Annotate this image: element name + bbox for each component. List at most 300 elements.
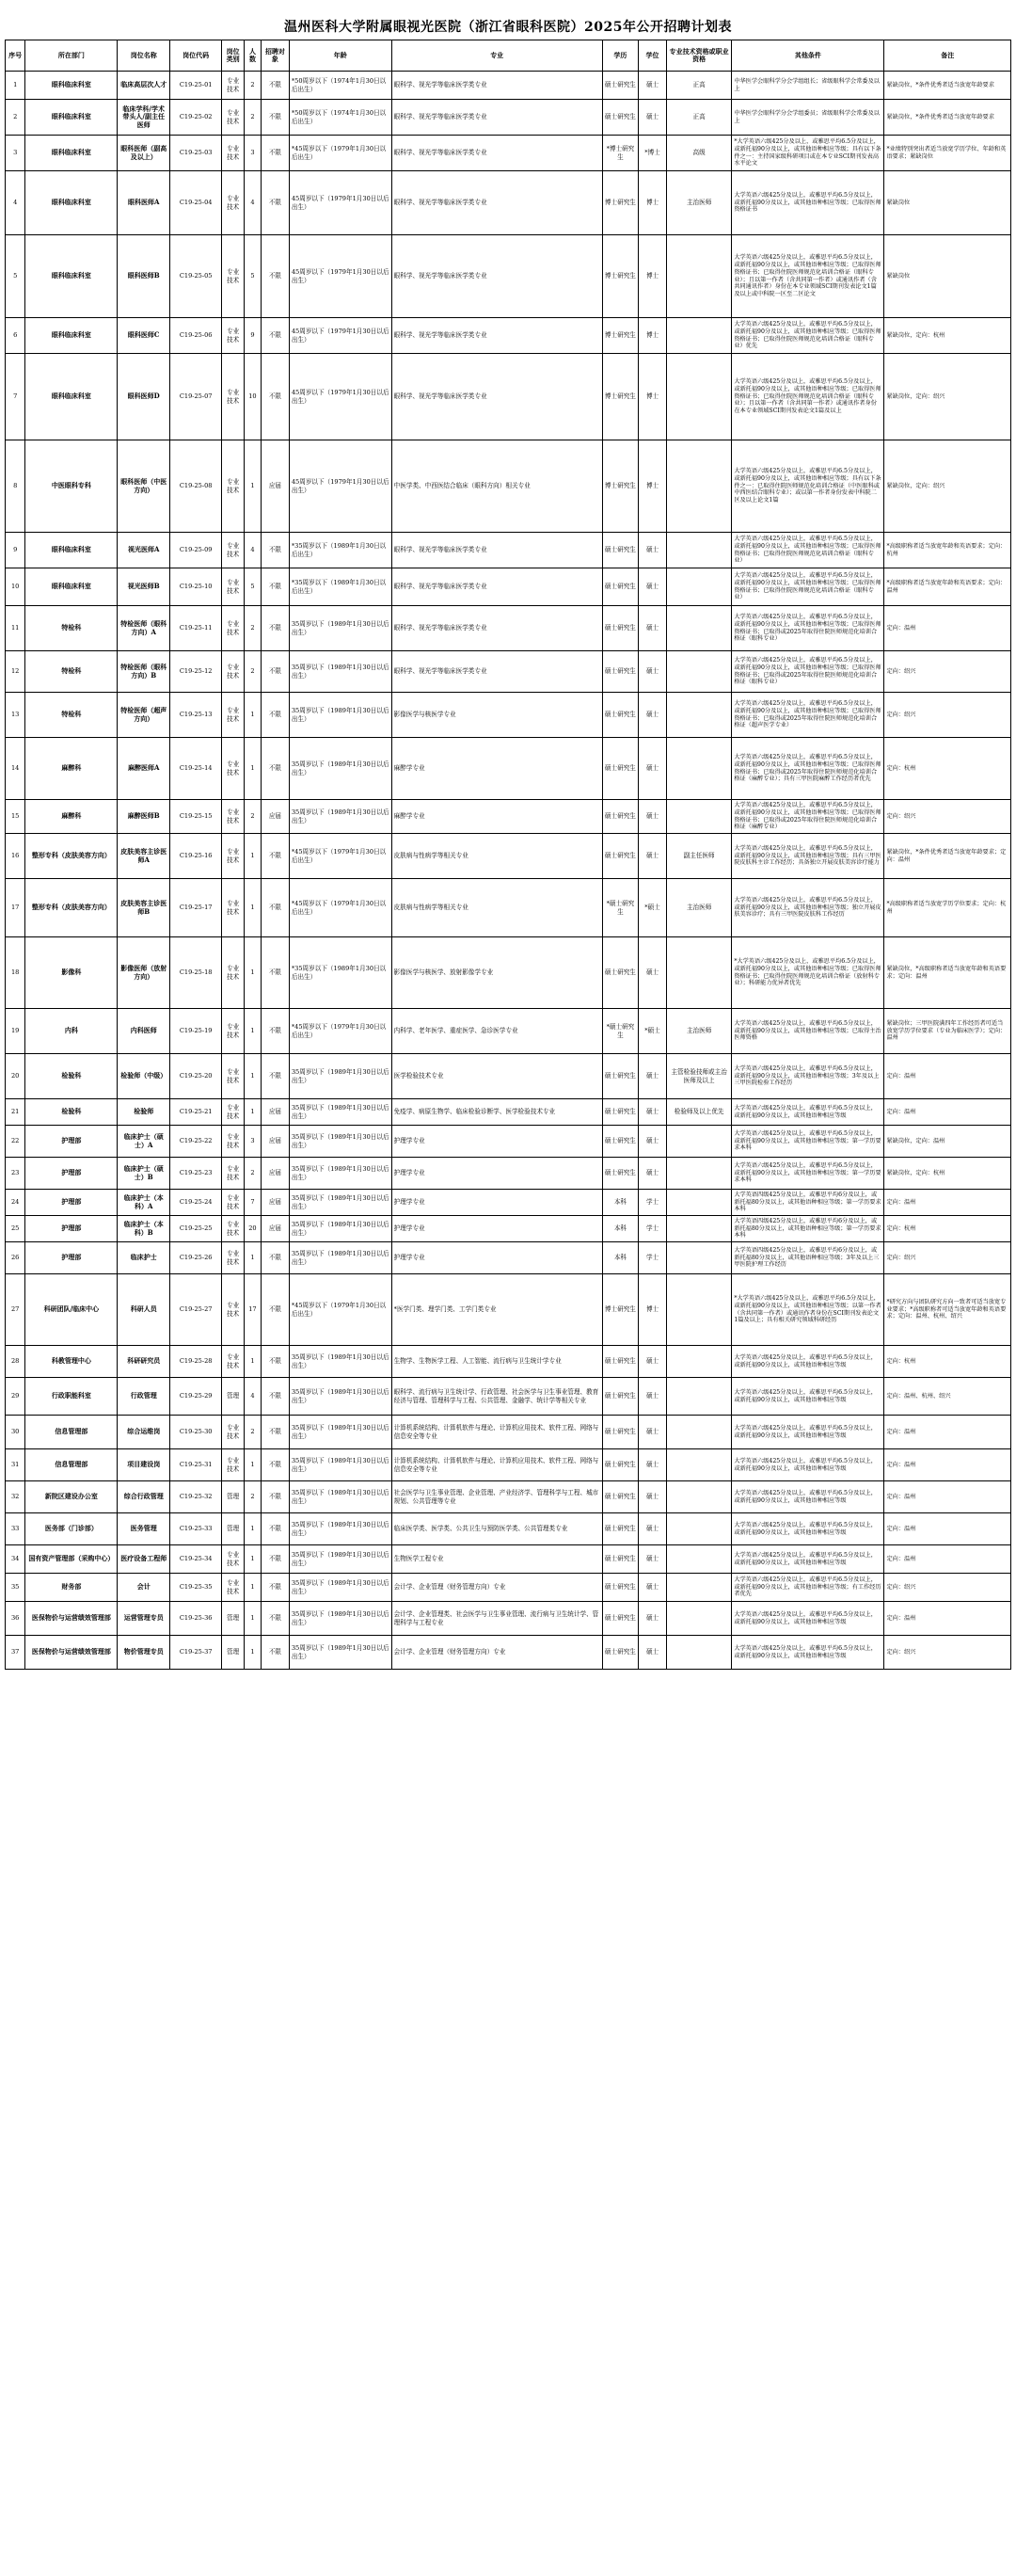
position-category-cell: 专业技术 (222, 1126, 244, 1158)
age-cell: 35周岁以下（1989年1月30日以后出生） (289, 1099, 391, 1126)
page-title: 温州医科大学附属眼视光医院（浙江省眼科医院）2025年公开招聘计划表 (284, 20, 732, 35)
education-cell: 硕士研究生 (602, 1574, 638, 1602)
degree-cell: 硕士 (639, 568, 667, 606)
education-cell: 硕士研究生 (602, 1126, 638, 1158)
headcount-cell: 5 (244, 568, 261, 606)
age-cell: 45周岁以下（1979年1月30日以后出生） (289, 171, 391, 235)
remarks-cell: 定向：绍兴 (884, 1242, 1011, 1274)
education-cell: 硕士研究生 (602, 100, 638, 136)
other-conditions-cell: *大学英语六级425分及以上，或雅思平均6.5分及以上，或新托福90分及以上，或其他语种相应等级；以第一作者（含共同第一作者）或通讯作者身份在SCI期刊发表论文1篇及以上；具有相关研究领域科研经历 (732, 1274, 884, 1346)
education-cell: 硕士研究生 (602, 1346, 638, 1378)
qualification-cell (666, 1346, 731, 1378)
row-index: 19 (6, 1009, 25, 1054)
education-cell: *硕士研究生 (602, 1009, 638, 1054)
row-index: 31 (6, 1449, 25, 1481)
major-cell: 医学检验技术专业 (391, 1054, 602, 1099)
position-name-cell: 眼科医师A (118, 171, 169, 235)
headcount-cell: 1 (244, 1602, 261, 1636)
target-cell: 应届 (262, 1099, 290, 1126)
age-cell: *45周岁以下（1979年1月30日以后出生） (289, 1274, 391, 1346)
target-cell: 不限 (262, 136, 290, 171)
row-index: 36 (6, 1602, 25, 1636)
position-code-cell: C19-25-03 (169, 136, 221, 171)
department-cell: 影像科 (25, 937, 118, 1009)
table-row (6, 235, 1011, 318)
column-header: 专业技术资格或职业资格 (666, 40, 731, 72)
degree-cell: 博士 (639, 440, 667, 533)
education-cell: 硕士研究生 (602, 568, 638, 606)
position-code-cell: C19-25-02 (169, 100, 221, 136)
position-name-cell: 项目建设岗 (118, 1449, 169, 1481)
headcount-cell: 1 (244, 937, 261, 1009)
education-cell: 本科 (602, 1190, 638, 1216)
position-category-cell: 专业技术 (222, 1346, 244, 1378)
major-cell: 眼科学、视光学等临床医学类专业 (391, 171, 602, 235)
position-category-cell: 专业技术 (222, 1574, 244, 1602)
degree-cell: 硕士 (639, 1545, 667, 1574)
remarks-cell: 紧缺岗位 (884, 171, 1011, 235)
education-cell: 硕士研究生 (602, 1449, 638, 1481)
qualification-cell (666, 651, 731, 693)
age-cell: 35周岁以下（1989年1月30日以后出生） (289, 1054, 391, 1099)
position-code-cell: C19-25-34 (169, 1545, 221, 1574)
table-row (6, 879, 1011, 937)
table-row (6, 100, 1011, 136)
qualification-cell: 正高 (666, 100, 731, 136)
age-cell: 35周岁以下（1989年1月30日以后出生） (289, 1481, 391, 1513)
row-index: 30 (6, 1416, 25, 1449)
major-cell: 眼科学、视光学等临床医学类专业 (391, 533, 602, 568)
age-cell: 45周岁以下（1979年1月30日以后出生） (289, 354, 391, 440)
position-category-cell: 专业技术 (222, 1416, 244, 1449)
position-name-cell: 特检医师（眼科方向）B (118, 651, 169, 693)
remarks-cell: 定向：温州、杭州、绍兴 (884, 1378, 1011, 1416)
other-conditions-cell: 大学英语六级425分及以上，或雅思平均6.5分及以上，或新托福90分及以上，或其他语种相应等级；具有三甲医院皮肤科主诊工作经历；具备独立开展皮肤美容诊疗能力 (732, 834, 884, 879)
degree-cell: 博士 (639, 318, 667, 354)
headcount-cell: 2 (244, 1416, 261, 1449)
degree-cell: 硕士 (639, 72, 667, 100)
position-code-cell: C19-25-25 (169, 1216, 221, 1242)
department-cell: 检验科 (25, 1054, 118, 1099)
headcount-cell: 2 (244, 800, 261, 834)
position-name-cell: 内科医师 (118, 1009, 169, 1054)
row-index: 35 (6, 1574, 25, 1602)
remarks-cell: 定向：温州 (884, 1545, 1011, 1574)
major-cell: 影像医学与核医学、放射影像学专业 (391, 937, 602, 1009)
other-conditions-cell: 大学英语六级425分及以上，或雅思平均6.5分及以上，或新托福90分及以上，或其他语种相应等级；已取得医师资格证书；已取得或2025年取得住院医师规范化培训合格证（麻醉专业）；具有三甲医院麻醉工作经历者优先 (732, 738, 884, 800)
target-cell: 不限 (262, 1574, 290, 1602)
major-cell: 眼科学、视光学等临床医学类专业 (391, 568, 602, 606)
row-index: 18 (6, 937, 25, 1009)
age-cell: *45周岁以下（1979年1月30日以后出生） (289, 834, 391, 879)
target-cell: 不限 (262, 651, 290, 693)
education-cell: 硕士研究生 (602, 1099, 638, 1126)
row-index: 29 (6, 1378, 25, 1416)
qualification-cell (666, 1378, 731, 1416)
department-cell: 护理部 (25, 1190, 118, 1216)
row-index: 12 (6, 651, 25, 693)
age-cell: 35周岁以下（1989年1月30日以后出生） (289, 1242, 391, 1274)
position-name-cell: 综合运维岗 (118, 1416, 169, 1449)
position-code-cell: C19-25-01 (169, 72, 221, 100)
degree-cell: 学士 (639, 1216, 667, 1242)
position-code-cell: C19-25-18 (169, 937, 221, 1009)
degree-cell: 学士 (639, 1242, 667, 1274)
qualification-cell (666, 1216, 731, 1242)
headcount-cell: 2 (244, 1481, 261, 1513)
position-category-cell: 管理 (222, 1378, 244, 1416)
major-cell: 眼科学、视光学等临床医学类专业 (391, 72, 602, 100)
other-conditions-cell: 大学英语六级425分及以上，或雅思平均6.5分及以上，或新托福90分及以上，或其他语种相应等级 (732, 1099, 884, 1126)
major-cell: 社会医学与卫生事业管理、企业管理、产业经济学、管理科学与工程、城市规划、公共管理等专业 (391, 1481, 602, 1513)
row-index: 24 (6, 1190, 25, 1216)
position-code-cell: C19-25-16 (169, 834, 221, 879)
row-index: 14 (6, 738, 25, 800)
position-name-cell: 临床学科/学术带头人/副主任医师 (118, 100, 169, 136)
position-code-cell: C19-25-29 (169, 1378, 221, 1416)
education-cell: 本科 (602, 1216, 638, 1242)
position-category-cell: 专业技术 (222, 834, 244, 879)
education-cell: 硕士研究生 (602, 1636, 638, 1670)
column-header: 招聘对象 (262, 40, 290, 72)
remarks-cell: *研究方向与团队研究方向一致者可适当放宽专业要求；*高级职称者可适当放宽年龄和英语要求；定向：温州、杭州、绍兴 (884, 1274, 1011, 1346)
education-cell: 硕士研究生 (602, 1481, 638, 1513)
department-cell: 信息管理部 (25, 1416, 118, 1449)
education-cell: 硕士研究生 (602, 533, 638, 568)
education-cell: 硕士研究生 (602, 1602, 638, 1636)
table-row (6, 651, 1011, 693)
position-code-cell: C19-25-20 (169, 1054, 221, 1099)
row-index: 1 (6, 72, 25, 100)
row-index: 28 (6, 1346, 25, 1378)
remarks-cell: 定向：温州 (884, 1449, 1011, 1481)
position-code-cell: C19-25-19 (169, 1009, 221, 1054)
age-cell: 35周岁以下（1989年1月30日以后出生） (289, 1545, 391, 1574)
degree-cell: *硕士 (639, 879, 667, 937)
headcount-cell: 1 (244, 879, 261, 937)
position-code-cell: C19-25-13 (169, 693, 221, 738)
table-row (6, 318, 1011, 354)
other-conditions-cell: 大学英语六级425分及以上，或雅思平均6.5分及以上，或新托福90分及以上，或其他语种相应等级；已取得医师资格证书；已取得或2025年取得住院医师规范化培训合格证（眼科专业） (732, 606, 884, 651)
position-category-cell: 专业技术 (222, 1449, 244, 1481)
table-row (6, 1126, 1011, 1158)
remarks-cell: 定向：温州 (884, 1054, 1011, 1099)
other-conditions-cell: 大学英语六级425分及以上，或雅思平均6.5分及以上，或新托福90分及以上，或其他语种相应等级；具有以下条件之一：已取得住院医师规范化培训合格证（中医眼科或中西医结合眼科专业）；或以第一作者身份发表中科院二区及以上论文1篇 (732, 440, 884, 533)
target-cell: 不限 (262, 1378, 290, 1416)
column-header: 人数 (244, 40, 261, 72)
other-conditions-cell: 大学英语六级425分及以上，或雅思平均6.5分及以上，或新托福90分及以上，或其他语种相应等级；独立开展皮肤美容诊疗；具有三甲医院皮肤科工作经历 (732, 879, 884, 937)
target-cell: 不限 (262, 1242, 290, 1274)
qualification-cell (666, 1513, 731, 1545)
age-cell: 35周岁以下（1989年1月30日以后出生） (289, 1574, 391, 1602)
department-cell: 眼科临床科室 (25, 171, 118, 235)
department-cell: 护理部 (25, 1126, 118, 1158)
headcount-cell: 4 (244, 171, 261, 235)
remarks-cell: 定向：绍兴 (884, 693, 1011, 738)
position-code-cell: C19-25-33 (169, 1513, 221, 1545)
degree-cell: 硕士 (639, 834, 667, 879)
position-category-cell: 专业技术 (222, 533, 244, 568)
table-row (6, 533, 1011, 568)
table-row (6, 1378, 1011, 1416)
major-cell: 护理学专业 (391, 1216, 602, 1242)
qualification-cell (666, 1481, 731, 1513)
position-category-cell: 专业技术 (222, 568, 244, 606)
row-index: 2 (6, 100, 25, 136)
age-cell: 35周岁以下（1989年1月30日以后出生） (289, 1513, 391, 1545)
department-cell: 新院区建设办公室 (25, 1481, 118, 1513)
department-cell: 麻醉科 (25, 800, 118, 834)
degree-cell: 硕士 (639, 1602, 667, 1636)
qualification-cell: 高级 (666, 136, 731, 171)
department-cell: 内科 (25, 1009, 118, 1054)
department-cell: 国有资产管理部（采购中心） (25, 1545, 118, 1574)
age-cell: 35周岁以下（1989年1月30日以后出生） (289, 1636, 391, 1670)
target-cell: 不限 (262, 1346, 290, 1378)
table-row (6, 1054, 1011, 1099)
remarks-cell: 紧缺岗位，定向：绍兴 (884, 354, 1011, 440)
age-cell: 45周岁以下（1979年1月30日以后出生） (289, 235, 391, 318)
education-cell: 硕士研究生 (602, 1054, 638, 1099)
education-cell: 本科 (602, 1242, 638, 1274)
qualification-cell (666, 1602, 731, 1636)
age-cell: *50周岁以下（1974年1月30日以后出生） (289, 100, 391, 136)
age-cell: 35周岁以下（1989年1月30日以后出生） (289, 651, 391, 693)
education-cell: *博士研究生 (602, 136, 638, 171)
position-name-cell: 眼科医师C (118, 318, 169, 354)
other-conditions-cell: 大学英语六级425分及以上，或雅思平均6.5分及以上，或新托福90分及以上，或其他语种相应等级；已取得医师资格证书；已取得住院医师规范化培训合格证（眼科专业） (732, 568, 884, 606)
row-index: 6 (6, 318, 25, 354)
target-cell: 不限 (262, 1545, 290, 1574)
department-cell: 护理部 (25, 1216, 118, 1242)
position-name-cell: 物价管理专员 (118, 1636, 169, 1670)
age-cell: 35周岁以下（1989年1月30日以后出生） (289, 606, 391, 651)
major-cell: 眼科学、视光学等临床医学类专业 (391, 100, 602, 136)
position-name-cell: 临床护士（硕士）B (118, 1158, 169, 1190)
table-row (6, 440, 1011, 533)
remarks-cell: 定向：温州 (884, 1602, 1011, 1636)
position-category-cell: 专业技术 (222, 693, 244, 738)
qualification-cell (666, 1274, 731, 1346)
table-row (6, 1009, 1011, 1054)
degree-cell: 硕士 (639, 1449, 667, 1481)
qualification-cell (666, 606, 731, 651)
row-index: 13 (6, 693, 25, 738)
row-index: 10 (6, 568, 25, 606)
recruitment-plan-table (5, 40, 1011, 1670)
remarks-cell: 定向：温州 (884, 1190, 1011, 1216)
other-conditions-cell: 大学英语六级425分及以上，或雅思平均6.5分及以上，或新托福90分及以上，或其他语种相应等级 (732, 1416, 884, 1449)
headcount-cell: 2 (244, 72, 261, 100)
position-name-cell: 视光医师A (118, 533, 169, 568)
row-index: 16 (6, 834, 25, 879)
major-cell: 护理学专业 (391, 1158, 602, 1190)
qualification-cell: 主治医师 (666, 879, 731, 937)
department-cell: 特检科 (25, 693, 118, 738)
education-cell: 博士研究生 (602, 354, 638, 440)
other-conditions-cell: 大学英语六级425分及以上，或雅思平均6.5分及以上，或新托福90分及以上，或其他语种相应等级；已取得医师资格证书；已取得住院医师规范化培训合格证（眼科专业）优先 (732, 318, 884, 354)
table-row (6, 693, 1011, 738)
position-code-cell: C19-25-37 (169, 1636, 221, 1670)
remarks-cell: *高级职称者适当放宽学历学位要求；定向：杭州 (884, 879, 1011, 937)
other-conditions-cell: 大学英语六级425分及以上，或雅思平均6.5分及以上，或新托福90分及以上，或其他语种相应等级；第一学历要求本科 (732, 1126, 884, 1158)
other-conditions-cell: 大学英语六级425分及以上，或雅思平均6.5分及以上，或新托福90分及以上，或其他语种相应等级 (732, 1545, 884, 1574)
age-cell: *35周岁以下（1989年1月30日以后出生） (289, 568, 391, 606)
education-cell: 博士研究生 (602, 1274, 638, 1346)
major-cell: 护理学专业 (391, 1242, 602, 1274)
position-name-cell: 视光医师B (118, 568, 169, 606)
row-index: 27 (6, 1274, 25, 1346)
remarks-cell: 紧缺岗位，定向：杭州 (884, 318, 1011, 354)
other-conditions-cell: 大学英语六级425分及以上，或雅思平均6.5分及以上，或新托福90分及以上，或其他语种相应等级 (732, 1378, 884, 1416)
department-cell: 特检科 (25, 606, 118, 651)
remarks-cell: 定向：绍兴 (884, 1636, 1011, 1670)
age-cell: 35周岁以下（1989年1月30日以后出生） (289, 1190, 391, 1216)
degree-cell: 硕士 (639, 1346, 667, 1378)
remarks-cell: 紧缺岗位 (884, 235, 1011, 318)
major-cell: 麻醉学专业 (391, 800, 602, 834)
department-cell: 检验科 (25, 1099, 118, 1126)
position-category-cell: 专业技术 (222, 879, 244, 937)
target-cell: 不限 (262, 1602, 290, 1636)
remarks-cell: 定向：温州 (884, 1481, 1011, 1513)
degree-cell: 博士 (639, 1274, 667, 1346)
remarks-cell: 定向：绍兴 (884, 1574, 1011, 1602)
education-cell: 硕士研究生 (602, 1378, 638, 1416)
other-conditions-cell: 大学英语六级425分及以上，或雅思平均6.5分及以上，或新托福90分及以上，或其他语种相应等级；有工作经历者优先 (732, 1574, 884, 1602)
position-code-cell: C19-25-36 (169, 1602, 221, 1636)
column-header: 专业 (391, 40, 602, 72)
department-cell: 整形专科（皮肤美容方向） (25, 879, 118, 937)
position-category-cell: 专业技术 (222, 1158, 244, 1190)
other-conditions-cell: 大学英语六级425分及以上，或雅思平均6.5分及以上，或新托福90分及以上，或其他语种相应等级 (732, 1481, 884, 1513)
department-cell: 眼科临床科室 (25, 568, 118, 606)
degree-cell: 硕士 (639, 1126, 667, 1158)
position-category-cell: 专业技术 (222, 1054, 244, 1099)
department-cell: 眼科临床科室 (25, 354, 118, 440)
remarks-cell: 定向：杭州 (884, 1216, 1011, 1242)
position-code-cell: C19-25-04 (169, 171, 221, 235)
table-row (6, 1513, 1011, 1545)
row-index: 17 (6, 879, 25, 937)
other-conditions-cell: 大学英语六级425分及以上，或雅思平均6.5分及以上，或新托福90分及以上，或其他语种相应等级；已取得医师资格证书；已取得住院医师规范化培训合格证（眼科专业）；且以第一作者（含共同第一作者）或通讯作者（含共同通讯作者）身份在本专业领域SCI期刊发表论文1篇及以上或中科院一区至二区论文 (732, 235, 884, 318)
row-index: 7 (6, 354, 25, 440)
column-header: 年龄 (289, 40, 391, 72)
table-row (6, 568, 1011, 606)
position-name-cell: 临床高层次人才 (118, 72, 169, 100)
degree-cell: 硕士 (639, 1158, 667, 1190)
position-category-cell: 管理 (222, 1513, 244, 1545)
education-cell: 硕士研究生 (602, 800, 638, 834)
target-cell: 不限 (262, 1416, 290, 1449)
position-code-cell: C19-25-28 (169, 1346, 221, 1378)
row-index: 8 (6, 440, 25, 533)
headcount-cell: 1 (244, 738, 261, 800)
qualification-cell (666, 1545, 731, 1574)
major-cell: 皮肤病与性病学等相关专业 (391, 879, 602, 937)
position-category-cell: 专业技术 (222, 738, 244, 800)
column-header: 学位 (639, 40, 667, 72)
other-conditions-cell: 大学英语六级425分及以上，或雅思平均6.5分及以上，或新托福90分及以上，或其他语种相应等级；已取得医师资格证书；已取得或2025年取得住院医师规范化培训合格证（麻醉专业） (732, 800, 884, 834)
department-cell: 眼科临床科室 (25, 100, 118, 136)
age-cell: 45周岁以下（1979年1月30日以后出生） (289, 318, 391, 354)
table-row (6, 1416, 1011, 1449)
headcount-cell: 9 (244, 318, 261, 354)
position-category-cell: 专业技术 (222, 1009, 244, 1054)
position-code-cell: C19-25-17 (169, 879, 221, 937)
degree-cell: 硕士 (639, 1378, 667, 1416)
target-cell: 不限 (262, 693, 290, 738)
table-row (6, 1602, 1011, 1636)
qualification-cell: 检验师及以上优先 (666, 1099, 731, 1126)
education-cell: 硕士研究生 (602, 1513, 638, 1545)
degree-cell: 硕士 (639, 1099, 667, 1126)
position-code-cell: C19-25-07 (169, 354, 221, 440)
table-row (6, 1158, 1011, 1190)
qualification-cell (666, 440, 731, 533)
degree-cell: 硕士 (639, 1416, 667, 1449)
other-conditions-cell: *大学英语六级425分及以上，或雅思平均6.5分及以上，或新托福90分及以上，或其他语种相应等级；具有以下条件之一：主持国家级科研项目或在本专业SCI期刊发表高水平论文 (732, 136, 884, 171)
remarks-cell: 定向：杭州 (884, 1346, 1011, 1378)
position-name-cell: 麻醉医师B (118, 800, 169, 834)
target-cell: 不限 (262, 72, 290, 100)
row-index: 25 (6, 1216, 25, 1242)
other-conditions-cell: 大学英语四级425分及以上，或雅思平均6分及以上，或新托福80分及以上，或其他语种相应等级；3年及以上三甲医院护理工作经历 (732, 1242, 884, 1274)
department-cell: 护理部 (25, 1158, 118, 1190)
degree-cell: 博士 (639, 171, 667, 235)
position-category-cell: 专业技术 (222, 651, 244, 693)
table-row (6, 171, 1011, 235)
department-cell: 眼科临床科室 (25, 136, 118, 171)
target-cell: 不限 (262, 1513, 290, 1545)
department-cell: 科教管理中心 (25, 1346, 118, 1378)
major-cell: *医学门类、理学门类、工学门类专业 (391, 1274, 602, 1346)
table-row (6, 800, 1011, 834)
remarks-cell: 紧缺岗位，定向：绍兴 (884, 440, 1011, 533)
position-name-cell: 行政管理 (118, 1378, 169, 1416)
department-cell: 整形专科（皮肤美容方向） (25, 834, 118, 879)
major-cell: 眼科学、视光学等临床医学类专业 (391, 235, 602, 318)
age-cell: 35周岁以下（1989年1月30日以后出生） (289, 738, 391, 800)
headcount-cell: 1 (244, 693, 261, 738)
qualification-cell (666, 937, 731, 1009)
position-category-cell: 专业技术 (222, 100, 244, 136)
degree-cell: 硕士 (639, 1481, 667, 1513)
target-cell: 应届 (262, 1158, 290, 1190)
degree-cell: 硕士 (639, 606, 667, 651)
row-index: 3 (6, 136, 25, 171)
major-cell: 影像医学与核医学专业 (391, 693, 602, 738)
position-name-cell: 皮肤美容主诊医师A (118, 834, 169, 879)
major-cell: 眼科学、视光学等临床医学类专业 (391, 136, 602, 171)
major-cell: 眼科学、视光学等临床医学类专业 (391, 606, 602, 651)
position-name-cell: 检验师（中级） (118, 1054, 169, 1099)
headcount-cell: 4 (244, 533, 261, 568)
position-code-cell: C19-25-31 (169, 1449, 221, 1481)
position-code-cell: C19-25-06 (169, 318, 221, 354)
headcount-cell: 1 (244, 1545, 261, 1574)
headcount-cell: 1 (244, 1009, 261, 1054)
headcount-cell: 1 (244, 1054, 261, 1099)
qualification-cell (666, 235, 731, 318)
position-category-cell: 专业技术 (222, 136, 244, 171)
table-row (6, 834, 1011, 879)
row-index: 32 (6, 1481, 25, 1513)
other-conditions-cell: 大学英语六级425分及以上，或雅思平均6.5分及以上，或新托福90分及以上，或其他语种相应等级；已取得医师资格证书；已取得住院医师规范化培训合格证（眼科专业）；且以第一作者（含共同第一作者）或通讯作者身份在本专业领域SCI期刊发表论文1篇及以上 (732, 354, 884, 440)
degree-cell: 博士 (639, 235, 667, 318)
department-cell: 眼科临床科室 (25, 235, 118, 318)
position-code-cell: C19-25-09 (169, 533, 221, 568)
